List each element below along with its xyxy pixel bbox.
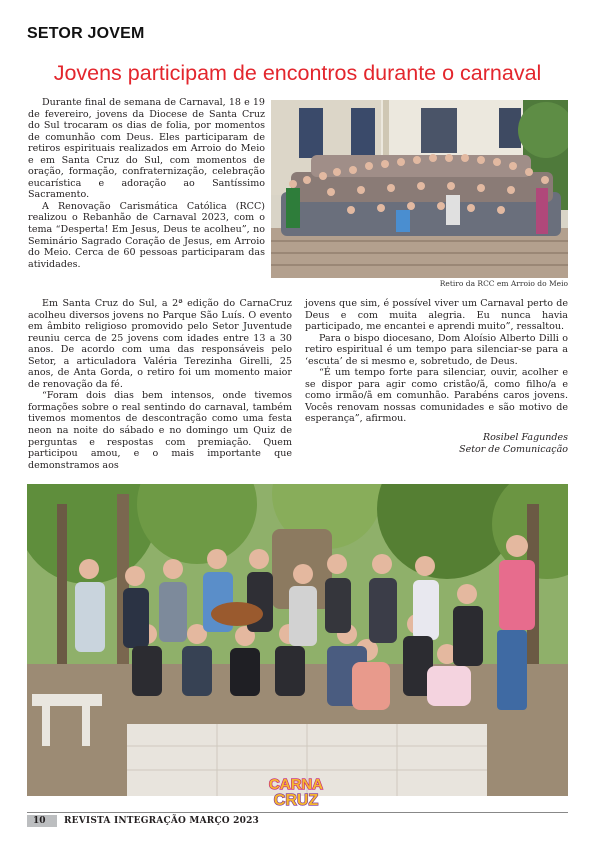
- article-column-2: [28, 298, 292, 471]
- section-label: SETOR JOVEM: [27, 25, 145, 42]
- paragraph: Para o bispo diocesano, Dom Aloísio Alberto Dilli o retiro espiritual é um tempo para silenciar-se para a ‘escuta’ de si mesmo e, sobretudo, de Deus.: [305, 332, 568, 367]
- page-number: 10: [33, 816, 46, 826]
- group-photo-rcc: [271, 100, 568, 278]
- paragraph: Em Santa Cruz do Sul, a 2ª edição do CarnaCruz acolheu diversos jovens no Parque São Luís. O evento em âmbito religioso promovido pelo Setor Juventude reuniu cerca de 25 jovens com idades entre 13 a 30 anos. De acordo com uma das responsáveis pelo Setor, a articuladora Valéria Terezinha Girelli, 25 anos, de Anta Gorda, o retiro foi um momento maior de renovação da fé.: [28, 298, 292, 390]
- publication-title: REVISTA INTEGRAÇÃO MARÇO 2023: [64, 816, 260, 826]
- footer-divider: [27, 812, 568, 813]
- paragraph: “É um tempo forte para silenciar, ouvir, acolher e se dispor para agir como cristão/ã, como filho/a e como irmão/ã em comunhão. Parabéns caros jovens. Vocês renovam nossas comunidades e são motivo de esperança”, afirmou.: [305, 367, 568, 425]
- paragraph: jovens que sim, é possível viver um Carnaval perto de Deus e com muita alegria. Eu nunca havia participado, me encantei e aprendi muito”, ressaltou.: [305, 298, 568, 333]
- carnacruz-logo: [258, 774, 334, 808]
- paragraph: A Renovação Carismática Católica (RCC) realizou o Rebanhão de Carnaval 2023, com o tema “Desperta! Em Jesus, Deus te acolheu”, no Seminário Sagrado Coração de Jesus, em Arroio do Meio. Cerca de 60 pessoas participaram das atividades.: [28, 200, 265, 270]
- author-organization: Setor de Comunicação: [459, 444, 568, 456]
- author-signature: [305, 432, 568, 456]
- article-column-3: [305, 298, 568, 456]
- paragraph: Durante final de semana de Carnaval, 18 e 19 de fevereiro, jovens da Diocese de Santa Cruz do Sul trocaram os dias de folia, por momentos de comunhão com Deus. Eles participaram de retiros espirituais realizados em Arroio do Meio e em Santa Cruz do Sul, com momentos de oração, formação, confraternização, celebração eucarística e adoração ao Santíssimo Sacramento.: [28, 97, 265, 201]
- photo-caption: Retiro da RCC em Arroio do Meio: [439, 279, 568, 288]
- article-headline: Jovens participam de encontros durante o carnaval: [53, 61, 542, 85]
- group-photo-carnacruz: [27, 484, 568, 796]
- logo-line-2: CRUZ: [273, 792, 319, 808]
- author-name: Rosibel Fagundes: [482, 432, 568, 444]
- paragraph: “Foram dois dias bem intensos, onde tivemos formações sobre o real sentindo do carnaval, também tivemos momentos de descontração como uma festa neon na noite do sábado e no domingo um Quiz de perguntas e respostas com premiação. Quem participou amou, e o mais importante que demonstramos aos: [28, 390, 292, 471]
- logo-line-1: CARNA: [268, 776, 324, 793]
- article-column-1: [28, 97, 265, 270]
